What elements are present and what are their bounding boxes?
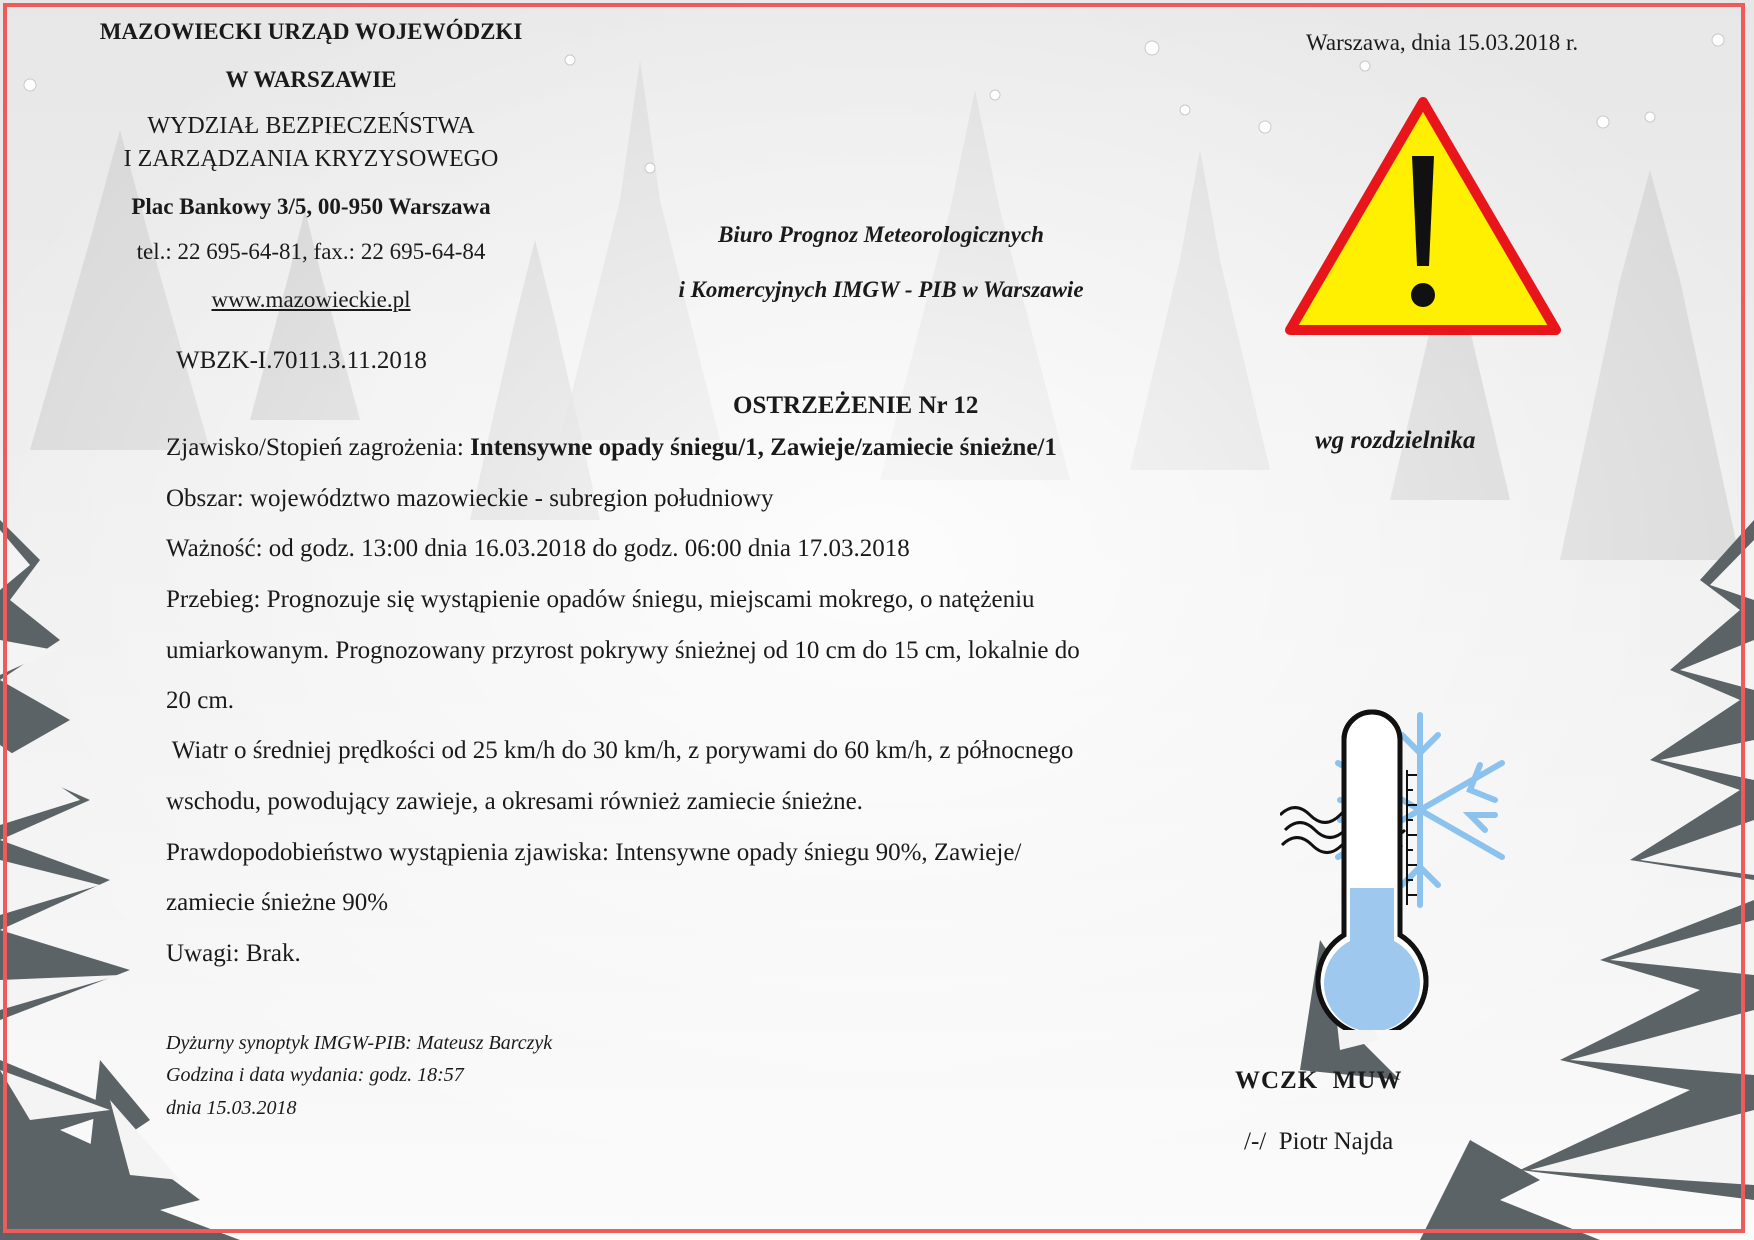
signed-by: /-/ Piotr Najda <box>1244 1128 1394 1155</box>
office-phone: tel.: 22 695-64-81, fax.: 22 695-64-84 <box>136 239 486 264</box>
forecaster-line: Dyżurny synoptyk IMGW-PIB: Mateusz Barczyk <box>166 1032 553 1054</box>
signing-unit: WCZK MUW <box>1235 1067 1403 1094</box>
issue-time-line: Godzina i data wydania: godz. 18:57 <box>166 1064 464 1086</box>
office-website-link[interactable]: www.mazowieckie.pl <box>211 287 411 312</box>
area-line: Obszar: województwo mazowieckie - subregion południowy <box>166 485 774 512</box>
course-line2: umiarkowanym. Prognozowany przyrost pokrywy śnieżnej od 10 cm do 15 cm, lokalnie do <box>166 637 1080 664</box>
department-line2: I ZARZĄDZANIA KRYZYSOWEGO <box>123 146 499 172</box>
wind-line2: wschodu, powodujący zawieje, a okresami również zamiecie śnieżne. <box>166 788 863 815</box>
phenomenon-line <box>166 434 1057 462</box>
warning-title: OSTRZEŻENIE Nr 12 <box>733 392 979 419</box>
cold-thermometer-icon <box>1280 705 1530 1030</box>
reference-number: WBZK-I.7011.3.11.2018 <box>176 347 427 374</box>
wind-line1: Wiatr o średniej prędkości od 25 km/h do 30 km/h, z porywami do 60 km/h, z północnego <box>166 737 1074 764</box>
validity-line: Ważność: od godz. 13:00 dnia 16.03.2018 do godz. 06:00 dnia 17.03.2018 <box>166 535 910 562</box>
remarks-line: Uwagi: Brak. <box>166 940 301 967</box>
distribution-note: wg rozdzielnika <box>1315 427 1476 454</box>
department-line1: WYDZIAŁ BEZPIECZEŃSTWA <box>147 113 475 139</box>
issue-date-line: dnia 15.03.2018 <box>166 1097 297 1119</box>
recipient-line1: Biuro Prognoz Meteorologicznych <box>718 222 1044 247</box>
phenomenon-label: Zjawisko/Stopień zagrożenia: <box>166 434 471 461</box>
document-date: Warszawa, dnia 15.03.2018 r. <box>1306 30 1579 55</box>
warning-triangle-icon <box>1282 94 1564 340</box>
course-line1: Przebieg: Prognozuje się wystąpienie opadów śniegu, miejscami mokrego, o natężeniu <box>166 586 1035 613</box>
office-name-line1: MAZOWIECKI URZĄD WOJEWÓDZKI <box>99 19 523 44</box>
probability-line1: Prawdopodobieństwo wystąpienia zjawiska: Intensywne opady śniegu 90%, Zawieje/ <box>166 839 1022 866</box>
office-name-line2: W WARSZAWIE <box>225 67 397 92</box>
probability-line2: zamiecie śnieżne 90% <box>166 889 389 916</box>
recipient-line2: i Komercyjnych IMGW - PIB w Warszawie <box>678 277 1084 302</box>
phenomenon-value: Intensywne opady śniegu/1, Zawieje/zamiecie śnieżne/1 <box>470 434 1057 461</box>
office-address: Plac Bankowy 3/5, 00-950 Warszawa <box>131 194 491 219</box>
course-line3: 20 cm. <box>166 687 235 714</box>
